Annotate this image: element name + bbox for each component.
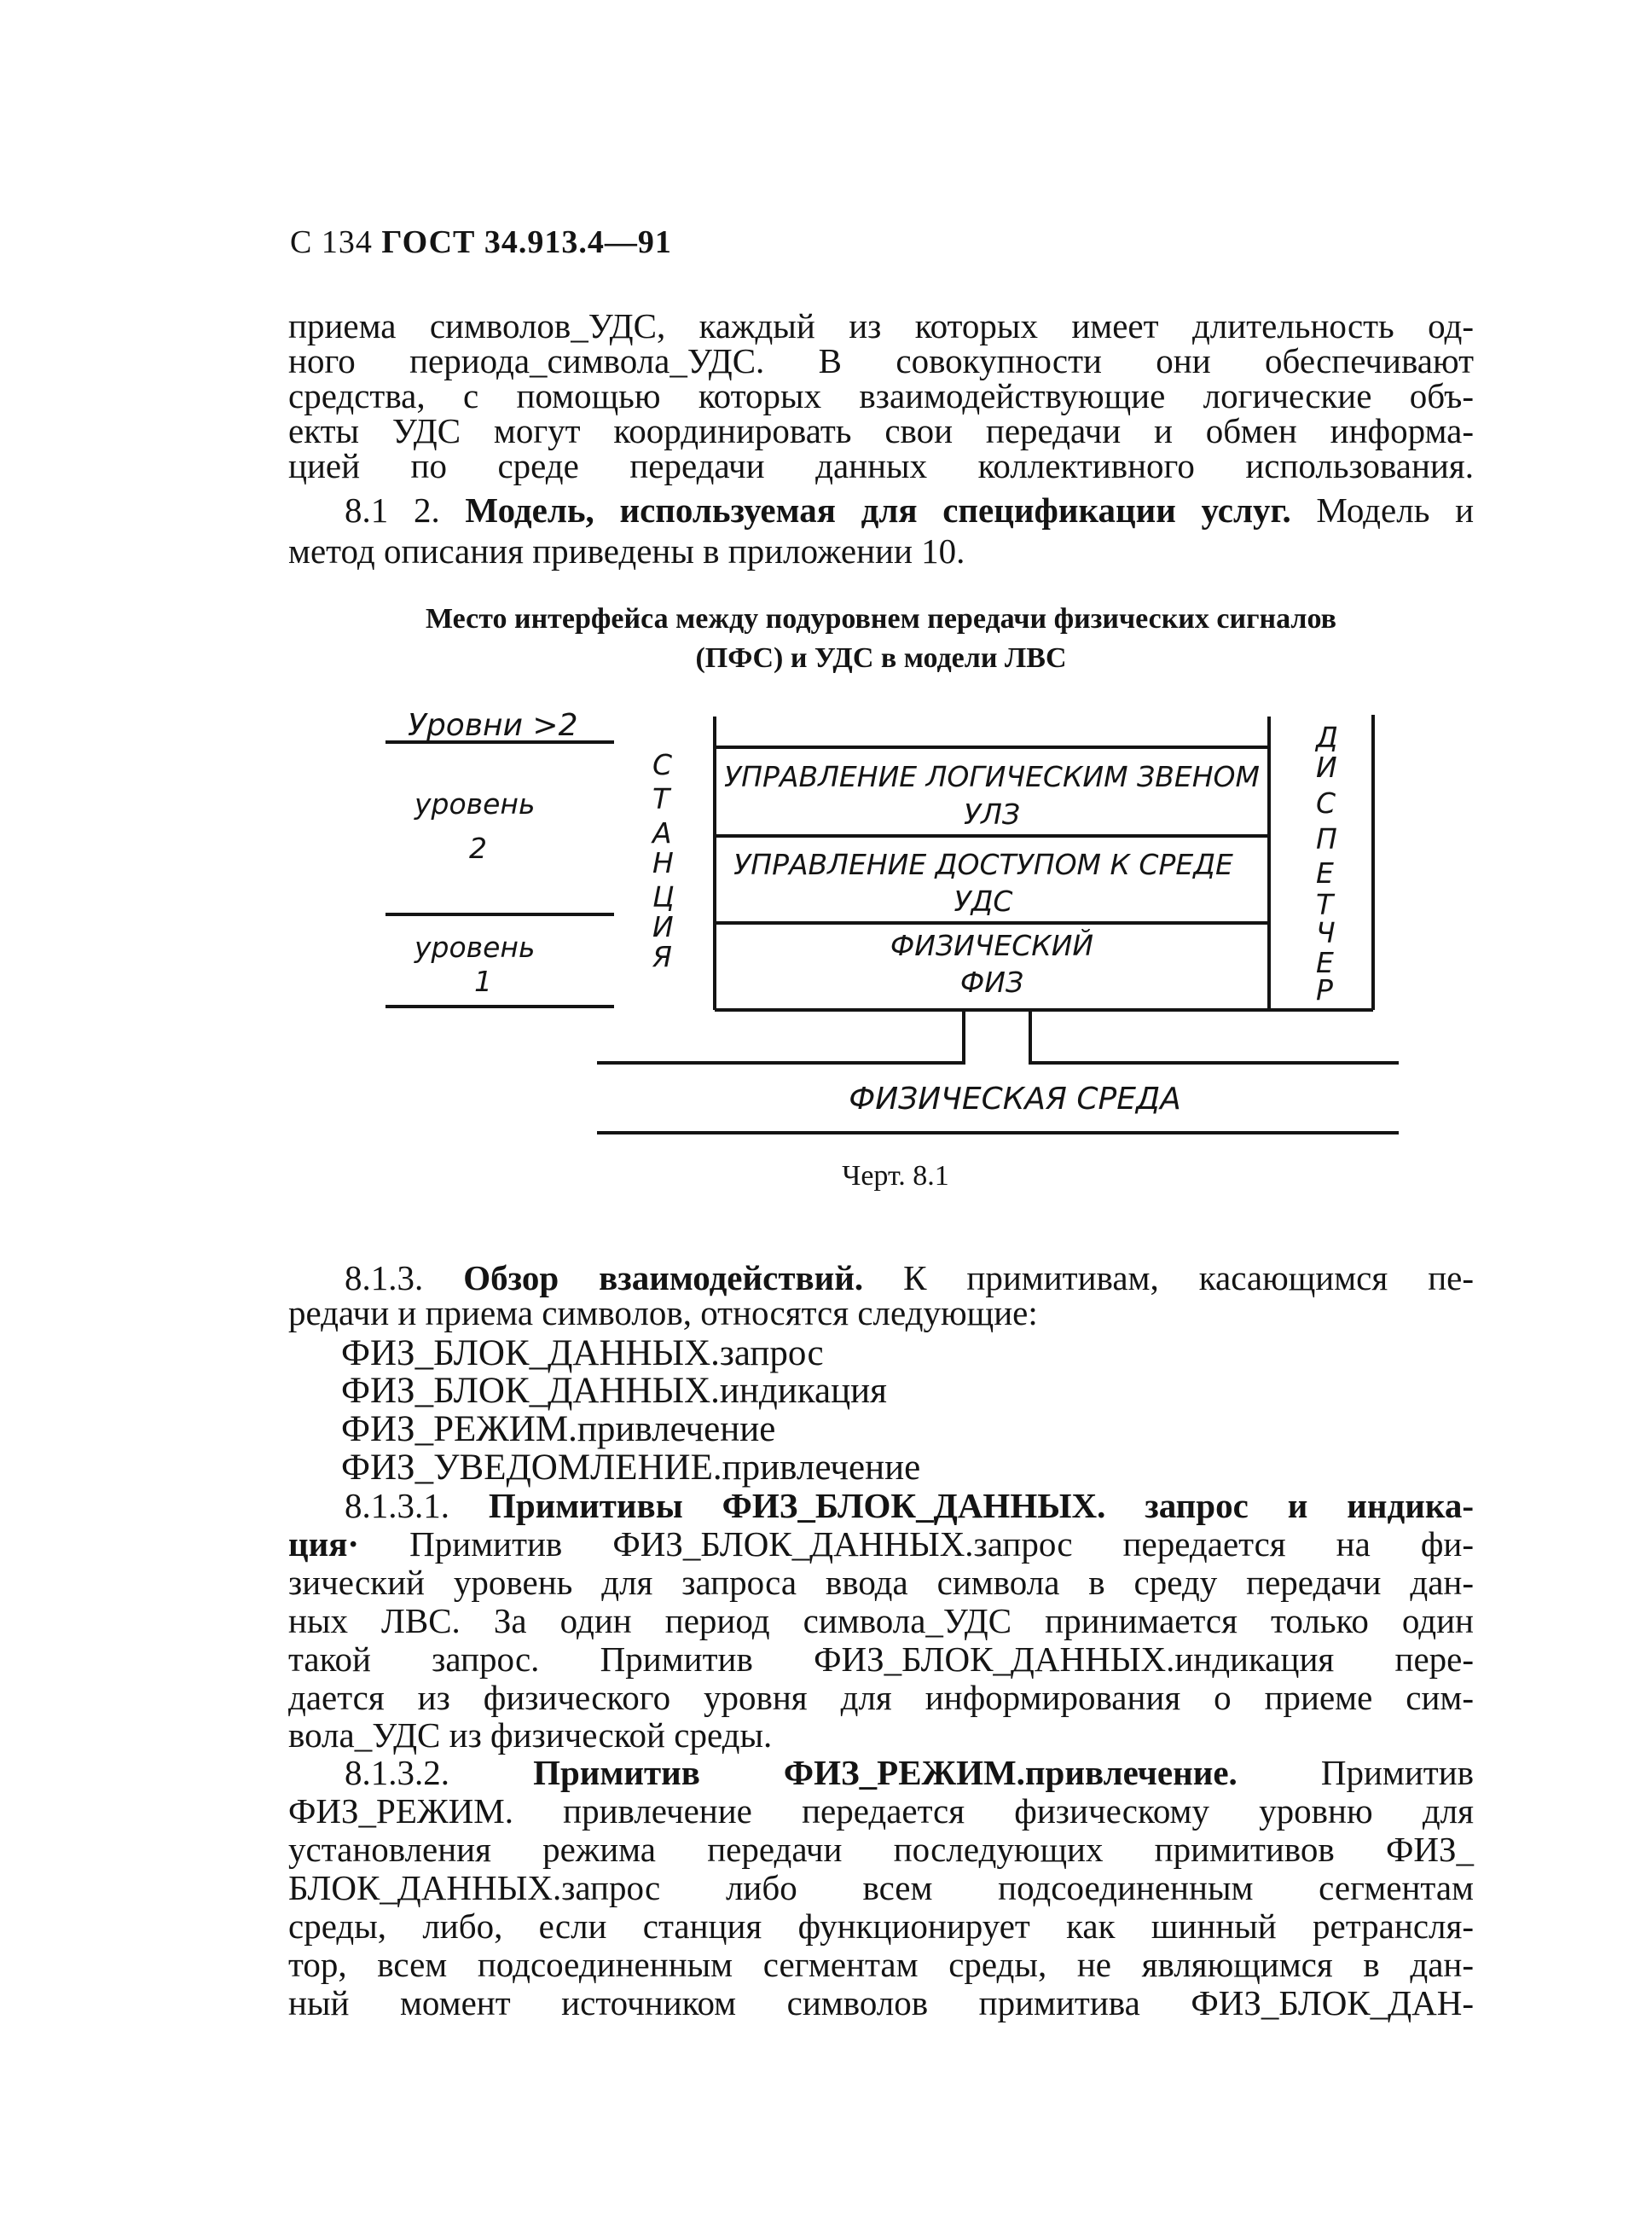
figure-caption-text: (ПФС) и УДС в модели ЛВС [695, 642, 1067, 674]
s8131-line2-bold: ция· [288, 1524, 360, 1564]
dispatcher-letter: И [1316, 751, 1337, 784]
label-level2-num: 2 [469, 832, 487, 865]
box-phy-title: ФИЗИЧЕСКИЙ [890, 929, 1094, 962]
s8131-line-2 [288, 1524, 1474, 1564]
s8131-line: ных ЛВС. За один период символа_УДС принимается только один [288, 1601, 1474, 1640]
figure-caption-line-1: Место интерфейса между подуровнем передачи физических сигналов [425, 603, 1336, 635]
station-letter: С [652, 748, 673, 781]
station-letter: Ц [652, 880, 675, 914]
dispatcher-letter: Д [1316, 721, 1338, 754]
station-letter: Н [652, 846, 674, 879]
dispatcher-letter: П [1316, 822, 1337, 856]
dispatcher-letter: Т [1316, 888, 1334, 921]
dispatcher-letter: Р [1316, 973, 1333, 1007]
section-8-1-3 [288, 1258, 1474, 1297]
medium-label: ФИЗИЧЕСКАЯ СРЕДА [849, 1082, 1181, 1117]
dispatcher-letter: Ч [1316, 916, 1336, 949]
s8131-line: такой запрос. Примитив ФИЗ_БЛОК_ДАННЫХ.индикация пере- [288, 1639, 1474, 1679]
box-mac-title: УПРАВЛЕНИЕ ДОСТУПОМ К СРЕДЕ [733, 848, 1233, 881]
s8132-line: БЛОК_ДАННЫХ.запрос либо всем подсоединенным сегментам [288, 1868, 1474, 1907]
s8132-number: 8.1.3.2. [345, 1753, 449, 1792]
left-stub [597, 1010, 964, 1063]
figure-label: Черт. 8.1 [842, 1160, 949, 1192]
s812-title: Модель, используемая для спецификации услуг. [465, 490, 1291, 530]
station-letter: Т [652, 782, 670, 815]
s8131-line: зический уровень для запроса ввода символа в среду передачи дан- [288, 1563, 1474, 1602]
standard-id: ГОСТ 34.913.4—91 [381, 224, 672, 260]
station-label [651, 748, 675, 973]
dispatcher-letter: Е [1316, 946, 1334, 979]
station-letter: А [652, 816, 672, 850]
page-number: С 134 [290, 224, 373, 260]
s812-rest: Модель и [1316, 490, 1475, 530]
s8132-line: тор, всем подсоединенным сегментам среды, не являющимся в дан- [288, 1945, 1474, 1984]
box-llc-abbr: УЛЗ [963, 798, 1021, 831]
primitive-item: ФИЗ_БЛОК_ДАННЫХ.запрос [341, 1333, 824, 1373]
section-8-1-3-1 [288, 1488, 1474, 1523]
para-top-line-2: ного периода_символа_УДС. В совокупности они обеспечивают [288, 341, 1474, 380]
s813-line-2: редачи и приема символов, относятся следующие: [288, 1293, 1038, 1332]
label-level1-word: уровень [414, 931, 536, 964]
s8132-title: Примитив ФИЗ_РЕЖИМ.привлечение. [533, 1753, 1238, 1792]
s8132-line: ный момент источником символов примитива ФИЗ_БЛОК_ДАН- [288, 1983, 1474, 2022]
s813-title: Обзор взаимодействий. [463, 1258, 864, 1297]
s813-rest: К примитивам, касающимся пе- [903, 1258, 1474, 1297]
para-top-last: цией по среде передачи данных коллективного использования. [288, 446, 1474, 485]
primitive-item: ФИЗ_БЛОК_ДАННЫХ.индикация [341, 1371, 887, 1411]
s8132-line: ФИЗ_РЕЖИМ. привлечение передается физическому уровню для [288, 1791, 1474, 1831]
s8132-line: установления режима передачи последующих примитивов ФИЗ_ [288, 1830, 1474, 1869]
s8131-line2-rest: Примитив ФИЗ_БЛОК_ДАННЫХ.запрос передается на фи- [409, 1524, 1474, 1564]
s8131-last-line: вола_УДС из физической среды. [288, 1715, 773, 1755]
para-top-line-1: приема символов_УДС, каждый из которых имеет длительность од- [288, 306, 1474, 345]
s812-number: 8.1 2. [345, 490, 440, 530]
dispatcher-label [1314, 721, 1338, 1007]
station-letter: Я [652, 940, 672, 973]
s812-line-2: метод описания приведены в приложении 10. [288, 531, 965, 571]
label-levels-gt2: Уровни >2 [408, 708, 578, 743]
para-top-line-3: средства, с помощью которых взаимодействующие логические объ- [288, 376, 1474, 415]
label-level1-num: 1 [474, 965, 492, 998]
right-stub [1030, 1010, 1399, 1063]
s813-number: 8.1.3. [345, 1258, 424, 1297]
dispatcher-letter: С [1316, 786, 1336, 820]
s8132-rest: Примитив [1320, 1753, 1475, 1792]
s8132-line: среды, либо, если станция функционирует как шинный ретрансля- [288, 1906, 1474, 1946]
label-level2-word: уровень [414, 787, 536, 821]
section-8-1-3-2 [288, 1755, 1474, 1790]
box-phy-abbr: ФИЗ [959, 966, 1024, 999]
primitive-item: ФИЗ_УВЕДОМЛЕНИЕ.привлечение [341, 1448, 921, 1488]
box-llc-title: УПРАВЛЕНИЕ ЛОГИЧЕСКИМ ЗВЕНОМ [724, 760, 1260, 793]
box-mac-abbr: УДС [954, 885, 1013, 918]
station-letter: И [652, 910, 674, 943]
s8131-line: дается из физического уровня для информирования о приеме сим- [288, 1678, 1474, 1717]
primitive-item: ФИЗ_РЕЖИМ.привлечение [341, 1409, 776, 1449]
para-top-line-4: екты УДС могут координировать свои передачи и обмен информа- [288, 411, 1474, 450]
dispatcher-letter: Е [1316, 856, 1334, 890]
s8131-number: 8.1.3.1. [345, 1486, 449, 1525]
s8131-title: Примитивы ФИЗ_БЛОК_ДАННЫХ. запрос и индика- [488, 1486, 1475, 1525]
